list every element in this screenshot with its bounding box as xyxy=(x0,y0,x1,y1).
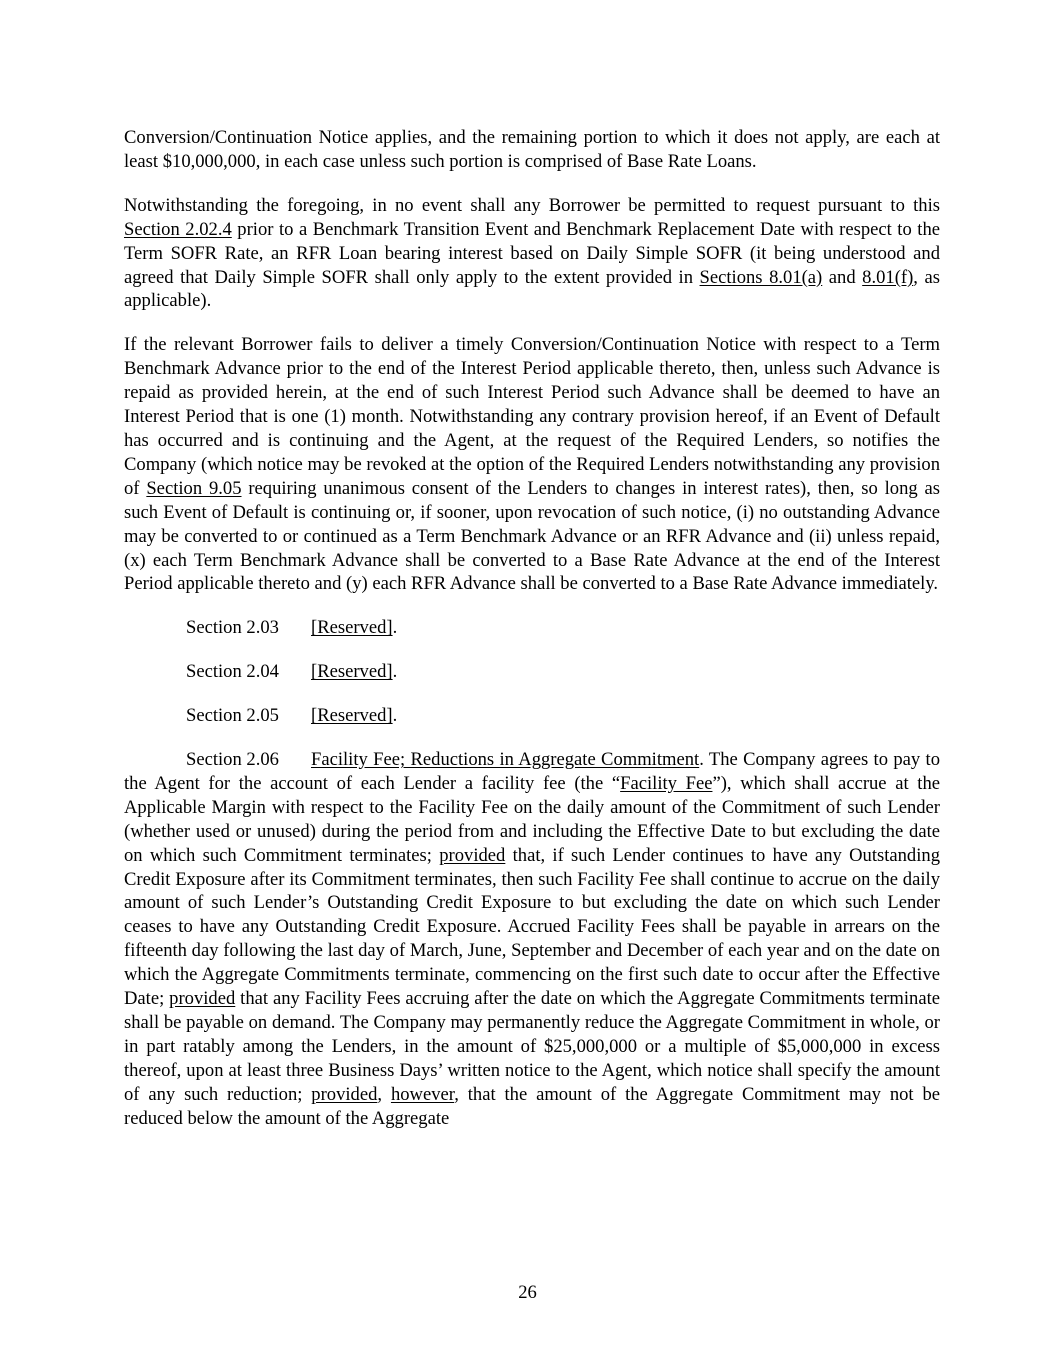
paragraph-conversion-notice: Conversion/Continuation Notice applies, and the remaining portion to which it does not apply, are each at least $10,000,000, in each case unless such portion is comprised of Base Rate Loans. xyxy=(124,127,940,172)
section-title: Facility Fee; Reductions in Aggregate Commitment xyxy=(311,749,700,771)
section-title: [Reserved] xyxy=(311,617,393,639)
document-body xyxy=(124,126,940,1151)
section-2-05-heading: Section 2.05 [Reserved]. xyxy=(186,705,398,727)
however-term: however xyxy=(390,1083,455,1105)
section-reference-link[interactable]: Section 9.05 xyxy=(146,477,242,499)
provided-term: provided xyxy=(169,988,236,1010)
section-2-06-paragraph: Section 2.06 Facility Fee; Reductions in Aggregate Commitment. The Company agrees to pay to the Agent for the account of each Lender a facility fee (the “Facility Fee”), which shall accrue at the Applicable Margin with respect to the Facility Fee on the daily amount of the Commitment of such Lender (whether used or unused) during the period from and including the Effective Date to but excluding the date on which such Commitment terminates; provided that, if such Lender continues to have any Outstanding Credit Exposure after its Commitment terminates, then such Facility Fee shall continue to accrue on the daily amount of such Lender’s Outstanding Credit Exposure to but excluding the date on which such Lender ceases to have any Outstanding Credit Exposure. Accrued Facility Fees shall be payable in arrears on the fifteenth day following the last day of March, June, September and December of each year and on the date on which the Aggregate Commitments terminate, commencing on the first such date to occur after the Effective Date; provided that any Facility Fees accruing after the date on which the Aggregate Commitments terminate shall be payable on demand. The Company may permanently reduce the Aggregate Commitment in whole, or in part ratably among the Lenders, in the amount of $25,000,000 or a multiple of $5,000,000 in excess thereof, upon at least three Business Days’ written notice to the Agent, which notice shall specify the amount of any such reduction; provided, however, that the amount of the Aggregate Commitment may not be reduced below the amount of the Aggregate xyxy=(124,749,941,1129)
section-title: [Reserved] xyxy=(311,705,393,727)
page-number: 26 xyxy=(518,1282,537,1303)
defined-term: Facility Fee xyxy=(620,772,713,794)
section-number: Section 2.04 xyxy=(186,661,279,683)
section-2-04-heading: Section 2.04 [Reserved]. xyxy=(186,661,398,683)
section-2-03-heading: Section 2.03 [Reserved]. xyxy=(186,617,398,639)
paragraph-failure-to-deliver: If the relevant Borrower fails to deliver a timely Conversion/Continuation Notice with respect to a Term Benchmark Advance prior to the end of the Interest Period applicable thereto, then, unless such Advance is repaid as provided herein, at the end of such Interest Period such Advance shall be deemed to have an Interest Period that is one (1) month. Notwithstanding any contrary provision hereof, if an Event of Default has occurred and is continuing and the Agent, at the request of the Required Lenders, so notifies the Company (which notice may be revoked at the option of the Required Lenders notwithstanding any provision of Section 9.05 requiring unanimous consent of the Lenders to changes in interest rates), then, so long as such Event of Default is continuing or, if sooner, upon revocation of such notice, (i) no outstanding Advance may be converted to or continued as a Term Benchmark Advance or an RFR Advance and (ii) unless repaid, (x) each Term Benchmark Advance shall be converted to a Base Rate Advance at the end of the Interest Period applicable thereto and (y) each RFR Advance shall be converted to a Base Rate Advance immediately. xyxy=(124,334,940,595)
section-title: [Reserved] xyxy=(311,661,393,683)
section-reference-link[interactable]: Section 2.02.4 xyxy=(124,218,232,240)
section-reference-link[interactable]: 8.01(f) xyxy=(862,266,914,288)
section-reference-link[interactable]: Sections 8.01(a) xyxy=(699,266,823,288)
provided-term: provided xyxy=(439,844,506,866)
section-number: Section 2.06 xyxy=(186,749,279,771)
section-number: Section 2.05 xyxy=(186,705,279,727)
provided-term: provided xyxy=(311,1083,378,1105)
section-number: Section 2.03 xyxy=(186,617,279,639)
paragraph-notwithstanding: Notwithstanding the foregoing, in no event shall any Borrower be permitted to request pursuant to this Section 2.02.4 prior to a Benchmark Transition Event and Benchmark Replacement Date with respect to the Term SOFR Rate, an RFR Loan bearing interest based on Daily Simple SOFR (it being understood and agreed that Daily Simple SOFR shall only apply to the extent provided in Sections 8.01(a) and 8.01(f), as applicable). xyxy=(124,194,940,312)
